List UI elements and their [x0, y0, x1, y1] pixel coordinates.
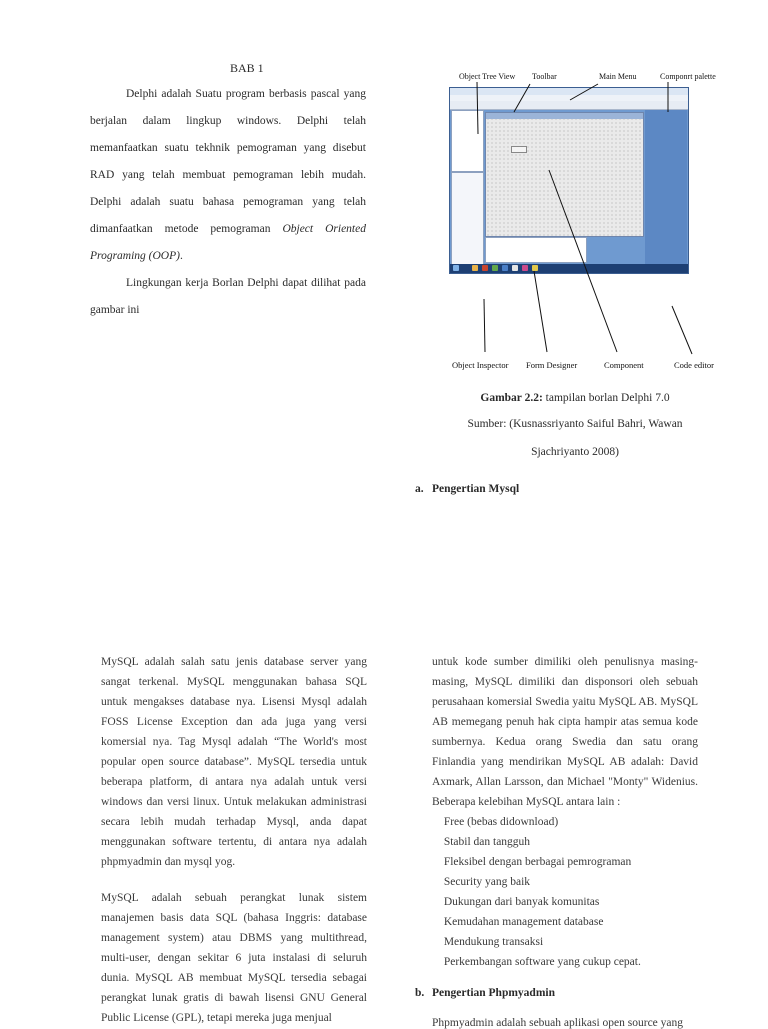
mysql-ownership-paragraph: untuk kode sumber dimiliki oleh penulisnya masing-masing, MySQL dimiliki dan disponsori oleh sebuah perusahaan komersial Swedia yaitu MySQL AB. MySQL AB memegang penuh hak cipta hampir atas semua kode sumbernya. Kedua orang Swedia dan satu orang Finlandia yang mendirikan MySQL AB adalah: David Axmark, Allan Larsson, dan Michael "Monty" Widenius. Beberapa kelebihan MySQL antara lain : [432, 656, 698, 808]
taskbar-app-icon [472, 265, 478, 271]
ide-form-designer [485, 112, 644, 237]
figure-source-line2: Sjachriyanto 2008) [531, 446, 619, 458]
taskbar-app-icon [502, 265, 508, 271]
ide-toolbar [450, 101, 688, 110]
delphi-environment-paragraph: Lingkungan kerja Borlan Delphi dapat dilihat pada gambar ini [90, 277, 366, 316]
ide-titlebar [450, 88, 688, 95]
ide-object-inspector [451, 172, 484, 266]
taskbar-app-icon [522, 265, 528, 271]
label-code-editor: Code editor [674, 360, 714, 370]
bullet-item: Kemudahan management database [432, 916, 592, 928]
mysql-column-left [101, 652, 367, 1028]
label-main-menu: Main Menu [599, 72, 637, 81]
mysql-definition-paragraph: MySQL adalah salah satu jenis database server yang sangat terkenal. MySQL menggunakan bahasa SQL untuk mengakses database nya. Lisensi Mysql adalah FOSS License Exception dan ada juga yang versi komersial nya. Tag Mysql adalah “The World's most popular open source database”. MySQL tersedia untuk beberapa platform, di antara nya adalah untuk versi windows dan versi linux. Untuk melakukan administrasi secara lebih mudah terhadap Mysql, anda dapat menggunakan software tertentu, di antara nya adalah phpmyadmin dan mysql yog. [101, 656, 367, 868]
section-b-title: Pengertian Phpmyadmin [432, 987, 555, 999]
label-object-inspector: Object Inspector [452, 360, 509, 370]
bullet-item: Dukungan dari banyak komunitas [432, 896, 588, 908]
form-button-component [511, 146, 527, 153]
label-component: Component [604, 360, 644, 370]
mysql-dbms-paragraph: MySQL adalah sebuah perangkat lunak sistem manajemen basis data SQL (bahasa Inggris: database management system) atau DBMS yang multithread, multi-user, dengan sekitar 6 juta instalasi di seluruh dunia. MySQL AB membuat MySQL tersedia sebagai perangkat lunak gratis di bawah lisensi GNU General Public License (GPL), tetapi mereka juga menjual [101, 892, 367, 1024]
ide-code-editor [485, 237, 587, 263]
mysql-column-right [432, 652, 698, 972]
ide-object-tree-view [451, 110, 484, 172]
ide-desktop-background [645, 110, 687, 264]
bullet-item: Perkembangan software yang cukup cepat. [432, 956, 630, 968]
phpmyadmin-first-line: Phpmyadmin adalah sebuah aplikasi open source yang [432, 1017, 684, 1029]
figure-caption-number: Gambar 2.2: [480, 392, 543, 404]
bullet-item: Stabil dan tangguh [432, 836, 519, 848]
taskbar-app-icon [492, 265, 498, 271]
section-a-title: Pengertian Mysql [432, 483, 520, 495]
section-b-marker: b. [415, 987, 425, 999]
label-form-designer: Form Designer [526, 360, 578, 370]
delphi-paragraph: Delphi adalah Suatu program berbasis pascal yang berjalan dalam lingkup windows. Delphi telah memanfaatkan suatu tekhnik pemograman yang disebut RAD yang telah membuat pemograman lebih mudah. Delphi adalah suatu bahasa pemograman yang telah dimanfaatkan metode pemograman Object Oriented Programing (OOP). [90, 88, 366, 262]
figure-caption [430, 384, 720, 412]
bullet-item: Fleksibel dengan berbagai pemrograman [432, 856, 620, 868]
bullet-item: Free (bebas didownload) [432, 816, 547, 828]
bullet-item: Mendukung transaksi [432, 936, 532, 948]
start-icon [453, 265, 459, 271]
bullet-item: Security yang baik [432, 876, 519, 888]
figure-source-line1: Sumber: (Kusnassriyanto Saiful Bahri, Wawan [467, 418, 683, 430]
section-a-marker: a. [415, 483, 424, 495]
label-object-tree-view: Object Tree View [459, 72, 516, 81]
taskbar-app-icon [512, 265, 518, 271]
taskbar-app-icon [532, 265, 538, 271]
form-titlebar [486, 113, 643, 119]
label-component-palette: Componrt palette [660, 72, 716, 81]
label-toolbar: Toolbar [532, 72, 557, 81]
taskbar-app-icon [482, 265, 488, 271]
chapter-title: BAB 1 [230, 61, 264, 75]
figure-caption-text: tampilan borlan Delphi 7.0 [542, 392, 670, 404]
delphi-ide-screenshot [449, 87, 689, 274]
